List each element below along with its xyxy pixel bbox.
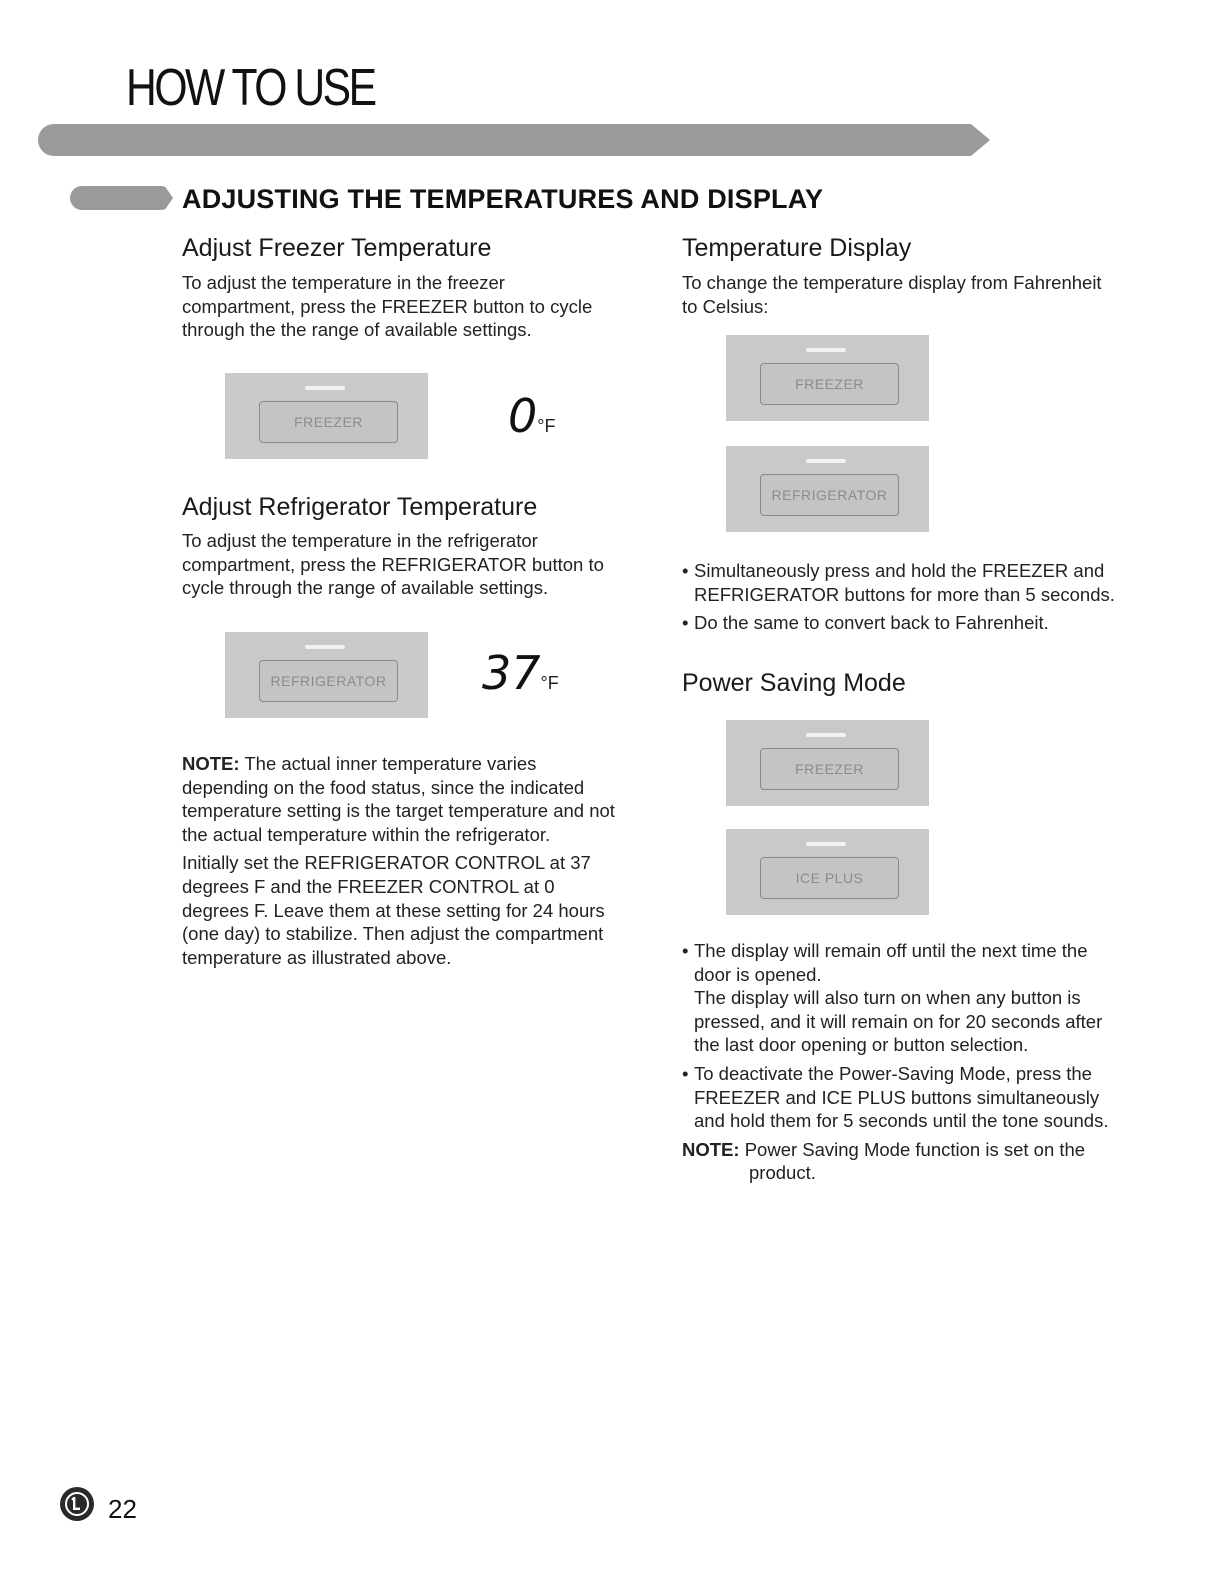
indicator-light [806,459,846,463]
section-marker-icon [70,186,173,210]
freezer-button[interactable]: FREEZER [259,401,398,443]
refrigerator-button[interactable]: REFRIGERATOR [259,660,398,702]
freezer-temp-value: 0 [508,389,538,443]
note-label: NOTE: [682,1138,740,1160]
lg-logo-icon [60,1487,94,1521]
text-line: compartment, press the REFRIGERATOR button to [182,553,604,575]
power-saving-bullets [682,939,1172,1185]
text-line: To adjust the temperature in the freezer [182,272,505,293]
text-line: degrees F. Leave them at these setting for 24 hours [182,899,605,921]
page-number: 22 [108,1494,137,1524]
indicator-light [305,386,345,390]
bullet-icon: • [682,560,689,581]
refrigerator-temp-display [482,646,559,700]
refrigerator-button[interactable]: REFRIGERATOR [760,474,899,516]
text-line: temperature setting is the target temperature and not [182,800,615,822]
text-line: the last door opening or button selection. [694,1034,1029,1056]
temp-display-freezer-panel [726,335,929,421]
text-line: REFRIGERATOR buttons for more than 5 seconds. [694,583,1115,605]
temp-display-heading: Temperature Display [682,234,912,262]
text-line: FREEZER and ICE PLUS buttons simultaneously [694,1086,1100,1108]
page-title: HOW TO USE [126,59,375,117]
text-line: product. [749,1162,816,1184]
refrigerator-description [182,529,642,600]
freezer-button-panel [225,373,428,459]
text-line: depending on the food status, since the indicated [182,776,585,798]
bullet-icon: • [682,940,689,961]
text-line: The display will also turn on when any button is [694,987,1081,1009]
indicator-light [806,842,846,846]
list-item [682,939,1172,1057]
text-line: To adjust the temperature in the refrigerator [182,530,538,551]
note-label: NOTE: [182,753,240,774]
text-line: degrees F and the FREEZER CONTROL at 0 [182,875,555,897]
temp-display-refrigerator-panel [726,446,929,532]
temp-display-description [682,271,1162,318]
text-line: Simultaneously press and hold the FREEZER and [694,560,1105,581]
text-line: Initially set the REFRIGERATOR CONTROL at 37 [182,852,591,874]
text-line: and hold them for 5 seconds until the tone sounds. [694,1110,1109,1132]
note-block [182,752,652,969]
text-line: the actual temperature within the refrigerator. [182,823,551,845]
freezer-heading: Adjust Freezer Temperature [182,234,492,262]
refrigerator-heading: Adjust Refrigerator Temperature [182,493,538,521]
temp-display-bullets [682,559,1162,635]
freezer-button[interactable]: FREEZER [760,748,899,790]
text-line: To change the temperature display from Fahrenheit [682,272,1102,293]
refrigerator-button-panel [225,632,428,718]
section-heading: ADJUSTING THE TEMPERATURES AND DISPLAY [182,184,824,214]
text-line: through the the range of available settings. [182,319,532,341]
text-line: door is opened. [694,963,822,985]
freezer-temp-unit: °F [537,416,556,436]
text-line: pressed, and it will remain on for 20 seconds after [694,1010,1103,1032]
refrigerator-temp-value: 37 [482,646,541,700]
power-saving-note [682,1138,1172,1185]
ice-plus-button[interactable]: ICE PLUS [760,857,899,899]
text-line: cycle through the range of available settings. [182,577,549,599]
power-saving-heading: Power Saving Mode [682,669,906,697]
indicator-light [806,348,846,352]
note-text: The actual inner temperature varies [239,753,537,774]
bullet-icon: • [682,1062,689,1084]
list-item [682,611,1162,635]
text-line: to Celsius: [682,295,769,317]
freezer-button[interactable]: FREEZER [760,363,899,405]
indicator-light [305,645,345,649]
text-line: To deactivate the Power-Saving Mode, press the [694,1062,1092,1084]
indicator-light [806,733,846,737]
freezer-description [182,271,642,342]
power-saving-iceplus-panel [726,829,929,915]
list-item [682,559,1162,606]
bullet-icon: • [682,612,689,634]
text-line: compartment, press the FREEZER button to cycle [182,295,593,317]
text-line: (one day) to stabilize. Then adjust the compartment [182,923,604,945]
text-line: temperature as illustrated above. [182,946,452,968]
note-text: Power Saving Mode function is set on the [739,1138,1086,1160]
header-bar [38,124,990,156]
text-line: Do the same to convert back to Fahrenheit. [694,612,1049,634]
note-line [182,752,652,776]
power-saving-freezer-panel [726,720,929,806]
text-line: The display will remain off until the next time the [694,940,1088,961]
freezer-temp-display [508,389,556,443]
list-item [682,1062,1172,1133]
refrigerator-temp-unit: °F [540,673,559,693]
